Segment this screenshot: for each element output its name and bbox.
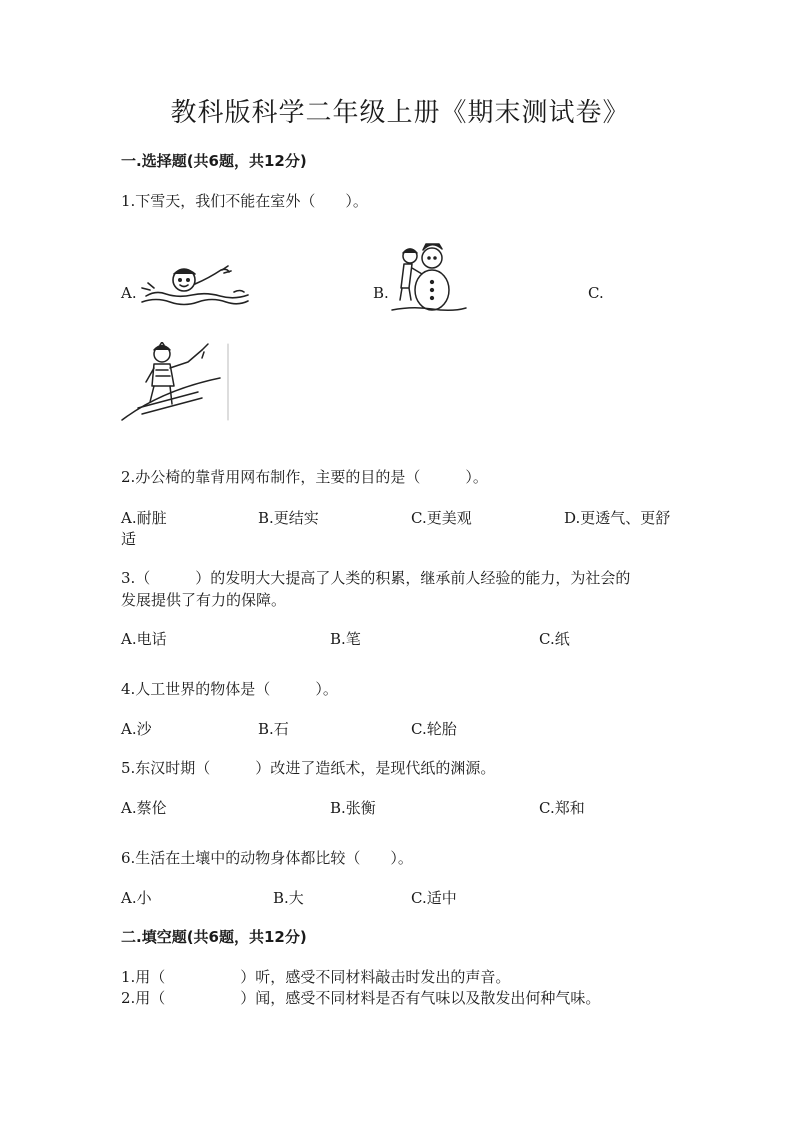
page-title: 教科版科学二年级上册《期末测试卷》 xyxy=(170,98,630,128)
question-5-option-c: C.郑和 xyxy=(539,799,585,817)
question-1-option-b: B. xyxy=(373,284,389,302)
question-2-option-c: C.更美观 xyxy=(411,509,472,527)
question-4-option-a: A.沙 xyxy=(121,720,152,738)
question-3-stem-line-2: 发展提供了有力的保障。 xyxy=(121,591,287,609)
question-4-option-c: C.轮胎 xyxy=(411,720,457,738)
fill-in-item-1: 1.用（ ）听，感受不同材料敲击时发出的声音。 xyxy=(121,968,511,986)
question-4-stem: 4.人工世界的物体是（ ）。 xyxy=(121,680,338,698)
question-3-stem-line-1: 3.（ ）的发明大大提高了人类的积累，继承前人经验的能力，为社会的 xyxy=(121,569,631,587)
question-4-option-b: B.石 xyxy=(258,720,289,738)
question-5-stem: 5.东汉时期（ ）改进了造纸术，是现代纸的渊源。 xyxy=(121,759,496,777)
question-2-option-d: D.更透气、更舒 xyxy=(564,509,671,527)
question-2-option-a: A.耐脏 xyxy=(121,509,167,527)
question-5-option-b: B.张衡 xyxy=(330,799,376,817)
swimming-child-icon xyxy=(138,262,253,312)
fill-in-item-2: 2.用（ ）闻，感受不同材料是否有气味以及散发出何种气味。 xyxy=(121,989,601,1007)
question-6-option-a: A.小 xyxy=(121,889,152,907)
question-1-option-a: A. xyxy=(121,284,137,302)
question-3-option-a: A.电话 xyxy=(121,630,167,648)
question-2-option-b: B.更结实 xyxy=(258,509,319,527)
question-2-stem: 2.办公椅的靠背用网布制作，主要的目的是（ ）。 xyxy=(121,468,488,486)
section-heading-fill-in: 二.填空题(共6题，共12分) xyxy=(121,928,307,946)
question-3-option-b: B.笔 xyxy=(330,630,361,648)
question-6-stem: 6.生活在土壤中的动物身体都比较（ ）。 xyxy=(121,849,413,867)
question-6-option-b: B.大 xyxy=(273,889,304,907)
question-6-option-c: C.适中 xyxy=(411,889,457,907)
question-2-option-d-wrap: 适 xyxy=(121,530,137,548)
question-1-stem: 1.下雪天，我们不能在室外（ ）。 xyxy=(121,192,368,210)
child-with-snowman-icon xyxy=(390,240,468,316)
question-1-option-c: C. xyxy=(588,284,604,302)
section-heading-choice: 一.选择题(共6题，共12分) xyxy=(121,152,307,170)
skiing-child-icon xyxy=(120,342,232,422)
question-3-option-c: C.纸 xyxy=(539,630,570,648)
question-5-option-a: A.蔡伦 xyxy=(121,799,167,817)
